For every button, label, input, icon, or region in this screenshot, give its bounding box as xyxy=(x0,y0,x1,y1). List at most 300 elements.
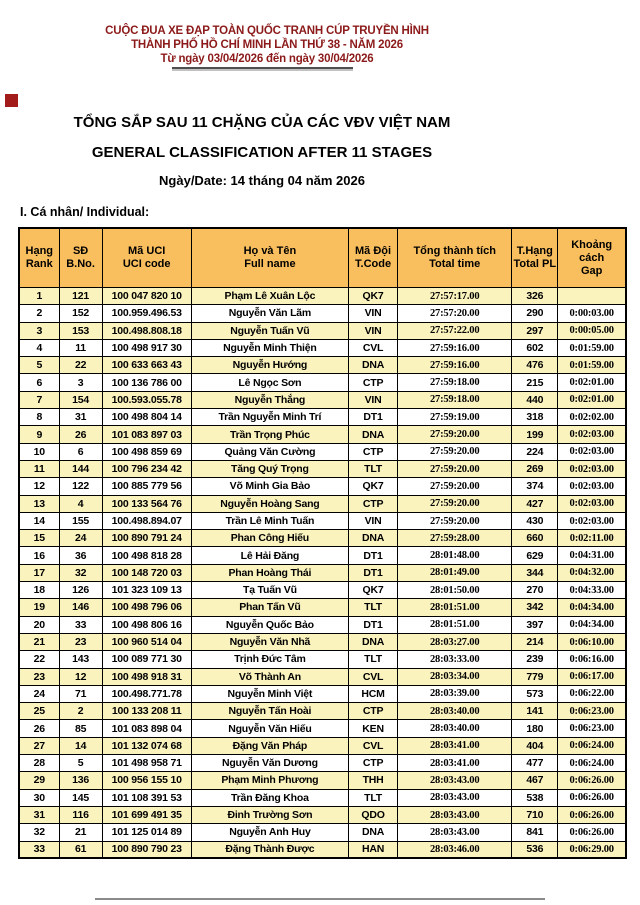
cell-rank: 22 xyxy=(19,651,59,668)
cell-time: 27:57:17.00 xyxy=(398,288,512,305)
cell-time: 28:01:48.00 xyxy=(398,547,512,564)
cell-uci: 101 699 491 35 xyxy=(102,806,191,823)
cell-time: 28:03:33.00 xyxy=(398,651,512,668)
cell-bno: 155 xyxy=(59,512,102,529)
cell-pl: 710 xyxy=(512,806,558,823)
cell-name: Nguyễn Văn Hiếu xyxy=(191,720,348,737)
cell-time: 27:59:28.00 xyxy=(398,530,512,547)
cell-gap: 0:06:26.00 xyxy=(558,772,626,789)
table-row xyxy=(19,374,626,391)
cell-uci: 101 125 014 89 xyxy=(102,824,191,841)
classification-table xyxy=(18,227,627,859)
cell-bno: 152 xyxy=(59,305,102,322)
table-row xyxy=(19,772,626,789)
title-english: GENERAL CLASSIFICATION AFTER 11 STAGES xyxy=(91,144,433,161)
cell-rank: 13 xyxy=(19,495,59,512)
cell-gap: 0:02:03.00 xyxy=(558,512,626,529)
cell-bno: 24 xyxy=(59,530,102,547)
cell-rank: 1 xyxy=(19,288,59,305)
col-header-uci-vi: Mã UCI xyxy=(128,245,166,257)
cell-name: Nguyễn Tấn Hoài xyxy=(191,703,348,720)
cell-uci: 100 047 820 10 xyxy=(102,288,191,305)
col-header-name-vi: Họ và Tên xyxy=(243,245,297,257)
cell-rank: 30 xyxy=(19,789,59,806)
cell-uci: 100 956 155 10 xyxy=(102,772,191,789)
col-header-team xyxy=(349,228,398,288)
cell-uci: 100 885 779 56 xyxy=(102,478,191,495)
cell-team: HAN xyxy=(349,841,398,858)
cell-bno: 122 xyxy=(59,478,102,495)
col-header-rank-en: Rank xyxy=(25,258,53,270)
table-row xyxy=(19,495,626,512)
cell-time: 28:03:41.00 xyxy=(398,737,512,754)
cell-bno: 126 xyxy=(59,582,102,599)
cell-name: Võ Minh Gia Bảo xyxy=(191,478,348,495)
cell-name: Nguyễn Hoàng Sang xyxy=(191,495,348,512)
cell-pl: 326 xyxy=(512,288,558,305)
cell-team: QK7 xyxy=(349,478,398,495)
cell-team: DNA xyxy=(349,357,398,374)
cell-name: Nguyễn Văn Nhã xyxy=(191,633,348,650)
cell-pl: 290 xyxy=(512,305,558,322)
table-row xyxy=(19,564,626,581)
cell-team: CTP xyxy=(349,703,398,720)
cell-rank: 15 xyxy=(19,530,59,547)
col-header-name-en: Full name xyxy=(244,258,296,270)
cell-pl: 427 xyxy=(512,495,558,512)
cell-pl: 404 xyxy=(512,737,558,754)
cell-name: Nguyễn Minh Thiện xyxy=(191,339,348,356)
cell-time: 27:57:22.00 xyxy=(398,322,512,339)
cell-name: Tăng Quý Trọng xyxy=(191,460,348,477)
cell-bno: 22 xyxy=(59,357,102,374)
cell-team: HCM xyxy=(349,685,398,702)
cell-team: DNA xyxy=(349,530,398,547)
cell-rank: 18 xyxy=(19,582,59,599)
cell-time: 28:01:50.00 xyxy=(398,582,512,599)
race-header-line1: CUỘC ĐUA XE ĐẠP TOÀN QUỐC TRANH CÚP TRUYỀN HÌNH xyxy=(105,25,429,37)
cell-bno: 116 xyxy=(59,806,102,823)
cell-time: 28:03:43.00 xyxy=(398,772,512,789)
cell-uci: 100 498 804 14 xyxy=(102,409,191,426)
cell-rank: 19 xyxy=(19,599,59,616)
cell-pl: 270 xyxy=(512,582,558,599)
cell-bno: 6 xyxy=(59,443,102,460)
cell-gap: 0:02:11.00 xyxy=(558,530,626,547)
table-row xyxy=(19,357,626,374)
table-row xyxy=(19,391,626,408)
cell-bno: 36 xyxy=(59,547,102,564)
table-row xyxy=(19,478,626,495)
cell-time: 28:03:40.00 xyxy=(398,720,512,737)
cell-bno: 14 xyxy=(59,737,102,754)
cell-rank: 12 xyxy=(19,478,59,495)
cell-bno: 21 xyxy=(59,824,102,841)
title-vietnamese: TỔNG SẮP SAU 11 CHẶNG CỦA CÁC VĐV VIỆT NAM xyxy=(73,114,451,131)
cell-rank: 21 xyxy=(19,633,59,650)
cell-time: 27:59:20.00 xyxy=(398,460,512,477)
cell-team: CTP xyxy=(349,374,398,391)
cell-bno: 4 xyxy=(59,495,102,512)
table-row xyxy=(19,720,626,737)
cell-gap: 0:02:03.00 xyxy=(558,495,626,512)
cell-pl: 199 xyxy=(512,426,558,443)
cell-name: Phan Hoàng Thái xyxy=(191,564,348,581)
cell-team: DT1 xyxy=(349,616,398,633)
cell-pl: 215 xyxy=(512,374,558,391)
cell-uci: 101 083 898 04 xyxy=(102,720,191,737)
cell-name: Đinh Trường Sơn xyxy=(191,806,348,823)
col-header-bno xyxy=(59,228,102,288)
cell-bno: 2 xyxy=(59,703,102,720)
cell-name: Nguyễn Văn Dương xyxy=(191,755,348,772)
table-row xyxy=(19,651,626,668)
col-header-time-vi: Tổng thành tích xyxy=(413,245,496,257)
cell-time: 27:59:20.00 xyxy=(398,443,512,460)
cell-gap: 0:06:23.00 xyxy=(558,703,626,720)
table-row xyxy=(19,460,626,477)
cell-gap: 0:04:32.00 xyxy=(558,564,626,581)
cell-rank: 17 xyxy=(19,564,59,581)
cell-team: KEN xyxy=(349,720,398,737)
cell-name: Nguyễn Anh Huy xyxy=(191,824,348,841)
cell-gap: 0:06:26.00 xyxy=(558,789,626,806)
table-row xyxy=(19,824,626,841)
cell-uci: 100 498 918 31 xyxy=(102,668,191,685)
cell-rank: 26 xyxy=(19,720,59,737)
table-row xyxy=(19,755,626,772)
cell-uci: 100 133 208 11 xyxy=(102,703,191,720)
cell-team: DT1 xyxy=(349,547,398,564)
cell-time: 27:59:19.00 xyxy=(398,409,512,426)
title-block xyxy=(0,114,524,188)
table-row xyxy=(19,409,626,426)
table-row xyxy=(19,685,626,702)
cell-name: Trần Trọng Phúc xyxy=(191,426,348,443)
cell-rank: 11 xyxy=(19,460,59,477)
cell-name: Trịnh Đức Tâm xyxy=(191,651,348,668)
cell-bno: 5 xyxy=(59,755,102,772)
cell-team: VIN xyxy=(349,322,398,339)
title-date: Ngày/Date: 14 tháng 04 năm 2026 xyxy=(159,173,365,188)
table-row xyxy=(19,806,626,823)
cell-rank: 33 xyxy=(19,841,59,858)
cell-time: 28:03:27.00 xyxy=(398,633,512,650)
cell-gap: 0:06:17.00 xyxy=(558,668,626,685)
cell-pl: 440 xyxy=(512,391,558,408)
cell-name: Quảng Văn Cường xyxy=(191,443,348,460)
cell-bno: 61 xyxy=(59,841,102,858)
cell-bno: 31 xyxy=(59,409,102,426)
cell-pl: 538 xyxy=(512,789,558,806)
cell-gap: 0:04:31.00 xyxy=(558,547,626,564)
table-row xyxy=(19,582,626,599)
cell-uci: 100 890 791 24 xyxy=(102,530,191,547)
cell-rank: 32 xyxy=(19,824,59,841)
col-header-pl-en: Total PL xyxy=(513,258,557,270)
cell-rank: 2 xyxy=(19,305,59,322)
cell-team: DT1 xyxy=(349,409,398,426)
cell-pl: 629 xyxy=(512,547,558,564)
cell-pl: 779 xyxy=(512,668,558,685)
footer-divider-line xyxy=(95,898,545,900)
cell-team: VIN xyxy=(349,512,398,529)
col-header-bno-vi: SĐ xyxy=(72,245,89,257)
cell-name: Nguyễn Minh Việt xyxy=(191,685,348,702)
cell-name: Nguyễn Quốc Bảo xyxy=(191,616,348,633)
cell-name: Phạm Minh Phương xyxy=(191,772,348,789)
cell-team: DT1 xyxy=(349,564,398,581)
cell-name: Trần Nguyễn Minh Trí xyxy=(191,409,348,426)
cell-team: CTP xyxy=(349,495,398,512)
cell-bno: 136 xyxy=(59,772,102,789)
cell-time: 28:01:51.00 xyxy=(398,599,512,616)
cell-rank: 10 xyxy=(19,443,59,460)
section-label-individual: I. Cá nhân/ Individual: xyxy=(20,205,150,219)
header-divider-line xyxy=(172,67,353,69)
table-row xyxy=(19,512,626,529)
table-row xyxy=(19,339,626,356)
cell-rank: 24 xyxy=(19,685,59,702)
cell-name: Nguyễn Tuấn Vũ xyxy=(191,322,348,339)
cell-uci: 101 132 074 68 xyxy=(102,737,191,754)
cell-rank: 8 xyxy=(19,409,59,426)
cell-uci: 100 498 859 69 xyxy=(102,443,191,460)
col-header-time xyxy=(398,228,512,288)
cell-time: 27:59:18.00 xyxy=(398,374,512,391)
cell-rank: 4 xyxy=(19,339,59,356)
cell-bno: 26 xyxy=(59,426,102,443)
cell-team: QK7 xyxy=(349,288,398,305)
cell-time: 27:59:16.00 xyxy=(398,339,512,356)
cell-name: Phan Công Hiếu xyxy=(191,530,348,547)
cell-pl: 536 xyxy=(512,841,558,858)
cell-name: Đặng Thành Được xyxy=(191,841,348,858)
cell-time: 28:03:46.00 xyxy=(398,841,512,858)
cell-uci: 100 136 786 00 xyxy=(102,374,191,391)
cell-time: 28:03:43.00 xyxy=(398,824,512,841)
cell-bno: 71 xyxy=(59,685,102,702)
cell-bno: 3 xyxy=(59,374,102,391)
cell-bno: 144 xyxy=(59,460,102,477)
cell-pl: 476 xyxy=(512,357,558,374)
results-table-body xyxy=(19,288,626,859)
cell-uci: 100 890 790 23 xyxy=(102,841,191,858)
cell-team: QK7 xyxy=(349,582,398,599)
cell-gap: 0:06:23.00 xyxy=(558,720,626,737)
red-marker-square xyxy=(5,94,18,107)
cell-pl: 269 xyxy=(512,460,558,477)
cell-name: Đặng Văn Pháp xyxy=(191,737,348,754)
cell-pl: 224 xyxy=(512,443,558,460)
cell-name: Phạm Lê Xuân Lộc xyxy=(191,288,348,305)
cell-team: TLT xyxy=(349,599,398,616)
cell-gap: 0:06:26.00 xyxy=(558,824,626,841)
table-row xyxy=(19,633,626,650)
cell-gap: 0:02:01.00 xyxy=(558,391,626,408)
col-header-rank xyxy=(19,228,59,288)
cell-rank: 29 xyxy=(19,772,59,789)
col-header-pl xyxy=(512,228,558,288)
cell-bno: 146 xyxy=(59,599,102,616)
cell-uci: 100.959.496.53 xyxy=(102,305,191,322)
col-header-gap xyxy=(558,228,626,288)
cell-gap: 0:06:22.00 xyxy=(558,685,626,702)
table-row xyxy=(19,616,626,633)
cell-uci: 100 133 564 76 xyxy=(102,495,191,512)
cell-uci: 100 796 234 42 xyxy=(102,460,191,477)
cell-uci: 101 498 958 71 xyxy=(102,755,191,772)
cell-pl: 467 xyxy=(512,772,558,789)
cell-time: 28:03:39.00 xyxy=(398,685,512,702)
col-header-pl-vi: T.Hạng xyxy=(516,245,553,257)
cell-team: DNA xyxy=(349,633,398,650)
cell-gap: 0:00:03.00 xyxy=(558,305,626,322)
cell-pl: 344 xyxy=(512,564,558,581)
cell-bno: 154 xyxy=(59,391,102,408)
cell-time: 27:59:16.00 xyxy=(398,357,512,374)
cell-time: 28:01:51.00 xyxy=(398,616,512,633)
cell-rank: 6 xyxy=(19,374,59,391)
race-header-dates: Từ ngày 03/04/2026 đến ngày 30/04/2026 xyxy=(160,53,374,65)
cell-name: Nguyễn Hướng xyxy=(191,357,348,374)
table-row xyxy=(19,599,626,616)
cell-rank: 3 xyxy=(19,322,59,339)
table-row xyxy=(19,789,626,806)
cell-uci: 100 633 663 43 xyxy=(102,357,191,374)
cell-rank: 28 xyxy=(19,755,59,772)
cell-uci: 100 498 806 16 xyxy=(102,616,191,633)
cell-time: 28:01:49.00 xyxy=(398,564,512,581)
cell-pl: 239 xyxy=(512,651,558,668)
cell-name: Tạ Tuấn Vũ xyxy=(191,582,348,599)
cell-pl: 141 xyxy=(512,703,558,720)
cell-rank: 23 xyxy=(19,668,59,685)
cell-gap: 0:02:02.00 xyxy=(558,409,626,426)
race-header xyxy=(0,24,534,66)
col-header-gap-vi: Khoảng cách xyxy=(571,238,613,264)
table-row xyxy=(19,288,626,305)
cell-pl: 602 xyxy=(512,339,558,356)
cell-name: Lê Hải Đăng xyxy=(191,547,348,564)
cell-bno: 12 xyxy=(59,668,102,685)
cell-gap: 0:06:29.00 xyxy=(558,841,626,858)
cell-pl: 477 xyxy=(512,755,558,772)
cell-time: 28:03:43.00 xyxy=(398,789,512,806)
table-header-row xyxy=(19,228,626,288)
cell-team: DNA xyxy=(349,426,398,443)
table-row xyxy=(19,547,626,564)
table-row xyxy=(19,841,626,858)
cell-gap: 0:06:24.00 xyxy=(558,755,626,772)
cell-time: 27:57:20.00 xyxy=(398,305,512,322)
table-row xyxy=(19,443,626,460)
table-row xyxy=(19,703,626,720)
cell-team: VIN xyxy=(349,305,398,322)
cell-gap: 0:02:03.00 xyxy=(558,478,626,495)
cell-gap: 0:01:59.00 xyxy=(558,339,626,356)
col-header-bno-en: B.No. xyxy=(66,258,95,270)
cell-gap xyxy=(558,288,626,305)
cell-pl: 430 xyxy=(512,512,558,529)
cell-gap: 0:06:26.00 xyxy=(558,806,626,823)
cell-time: 28:03:41.00 xyxy=(398,755,512,772)
col-header-team-en: T.Code xyxy=(355,258,392,270)
cell-time: 28:03:43.00 xyxy=(398,806,512,823)
cell-gap: 0:06:10.00 xyxy=(558,633,626,650)
cell-bno: 121 xyxy=(59,288,102,305)
cell-uci: 100.498.894.07 xyxy=(102,512,191,529)
cell-uci: 100 089 771 30 xyxy=(102,651,191,668)
cell-name: Phan Tấn Vũ xyxy=(191,599,348,616)
cell-gap: 0:04:34.00 xyxy=(558,616,626,633)
cell-time: 27:59:18.00 xyxy=(398,391,512,408)
cell-rank: 31 xyxy=(19,806,59,823)
cell-pl: 342 xyxy=(512,599,558,616)
col-header-uci xyxy=(102,228,191,288)
col-header-team-vi: Mã Đội xyxy=(355,245,392,257)
cell-bno: 145 xyxy=(59,789,102,806)
cell-pl: 841 xyxy=(512,824,558,841)
table-row xyxy=(19,737,626,754)
cell-uci: 100.498.771.78 xyxy=(102,685,191,702)
cell-rank: 16 xyxy=(19,547,59,564)
cell-gap: 0:02:03.00 xyxy=(558,460,626,477)
cell-team: DNA xyxy=(349,824,398,841)
cell-rank: 7 xyxy=(19,391,59,408)
cell-time: 27:59:20.00 xyxy=(398,495,512,512)
cell-gap: 0:06:16.00 xyxy=(558,651,626,668)
cell-uci: 100 498 917 30 xyxy=(102,339,191,356)
table-row xyxy=(19,426,626,443)
cell-uci: 100 498 796 06 xyxy=(102,599,191,616)
col-header-uci-en: UCI code xyxy=(122,258,171,270)
cell-rank: 20 xyxy=(19,616,59,633)
cell-gap: 0:00:05.00 xyxy=(558,322,626,339)
cell-rank: 25 xyxy=(19,703,59,720)
cell-time: 27:59:20.00 xyxy=(398,512,512,529)
cell-uci: 101 108 391 53 xyxy=(102,789,191,806)
cell-gap: 0:04:34.00 xyxy=(558,599,626,616)
cell-gap: 0:02:03.00 xyxy=(558,443,626,460)
cell-gap: 0:06:24.00 xyxy=(558,737,626,754)
cell-pl: 397 xyxy=(512,616,558,633)
cell-name: Nguyễn Văn Lãm xyxy=(191,305,348,322)
cell-team: TLT xyxy=(349,460,398,477)
col-header-name xyxy=(191,228,348,288)
cell-team: VIN xyxy=(349,391,398,408)
cell-pl: 374 xyxy=(512,478,558,495)
table-header xyxy=(19,228,626,288)
cell-team: TLT xyxy=(349,789,398,806)
cell-time: 28:03:34.00 xyxy=(398,668,512,685)
cell-gap: 0:02:03.00 xyxy=(558,426,626,443)
cell-name: Lê Ngọc Sơn xyxy=(191,374,348,391)
cell-bno: 85 xyxy=(59,720,102,737)
cell-name: Trần Đăng Khoa xyxy=(191,789,348,806)
cell-pl: 573 xyxy=(512,685,558,702)
cell-uci: 100 148 720 03 xyxy=(102,564,191,581)
race-header-line2: THÀNH PHỐ HỒ CHÍ MINH LẦN THỨ 38 - NĂM 2026 xyxy=(131,39,403,51)
table-row xyxy=(19,668,626,685)
cell-team: TLT xyxy=(349,651,398,668)
cell-pl: 180 xyxy=(512,720,558,737)
cell-uci: 100 498 818 28 xyxy=(102,547,191,564)
cell-rank: 5 xyxy=(19,357,59,374)
col-header-time-en: Total time xyxy=(429,258,481,270)
cell-rank: 9 xyxy=(19,426,59,443)
table-row xyxy=(19,530,626,547)
